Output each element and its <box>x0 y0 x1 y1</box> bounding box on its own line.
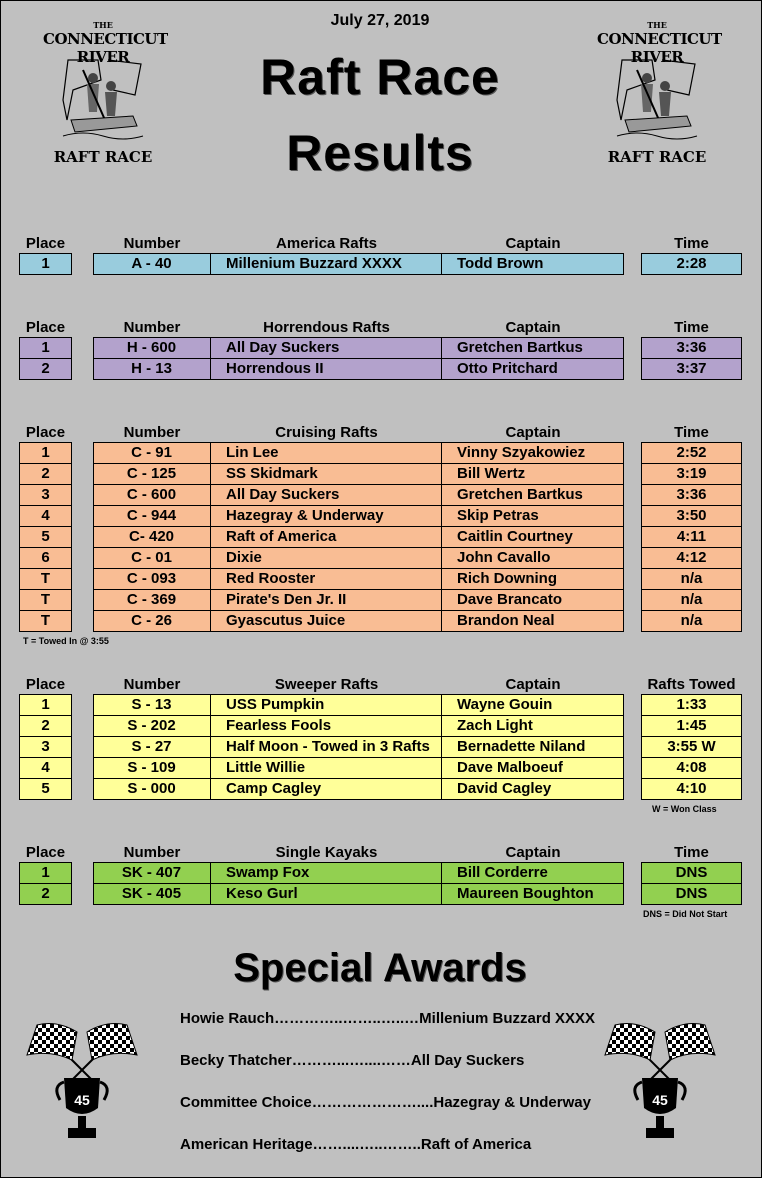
table-cell-num: SK - 405 <box>93 884 211 905</box>
table-cell-num: C - 944 <box>93 506 211 527</box>
table-cell-place: 2 <box>41 465 50 482</box>
table-cell-place: T <box>40 570 51 587</box>
table-cell-num: H - 600 <box>93 338 211 359</box>
table-cell-name: Half Moon - Towed in 3 Rafts <box>211 737 442 758</box>
number-header: Number <box>123 844 181 861</box>
row-divider <box>641 778 742 779</box>
row-divider <box>641 715 742 716</box>
table-cell-time: n/a <box>680 591 703 608</box>
table-cell-place: 1 <box>41 255 50 272</box>
checkered-trophy-left <box>22 1020 142 1150</box>
time-header: Time <box>674 424 709 441</box>
table-cell-time: n/a <box>680 612 703 629</box>
table-cell-name: Millenium Buzzard XXXX <box>211 254 442 275</box>
captain-header: Captain <box>505 844 561 861</box>
row-divider <box>641 484 742 485</box>
table-cell-cap: Caitlin Courtney <box>457 528 573 545</box>
table-cell-cap: John Cavallo <box>457 549 551 566</box>
trophy-number: 45 <box>652 1092 668 1108</box>
table-cell-place: 1 <box>41 444 50 461</box>
table-cell-num: S - 202 <box>93 716 211 737</box>
place-header: Place <box>25 319 66 336</box>
table-cell-cap: David Cagley <box>457 780 552 797</box>
captain-header: Captain <box>505 319 561 336</box>
place-header: Place <box>25 424 66 441</box>
row-divider <box>641 610 742 611</box>
table-cell-num: C - 125 <box>93 464 211 485</box>
table-cell-time: 1:45 <box>676 717 707 734</box>
row-divider <box>19 736 72 737</box>
row-divider <box>641 463 742 464</box>
row-divider <box>19 484 72 485</box>
row-divider <box>19 547 72 548</box>
table-cell-num: C- 420 <box>93 527 211 548</box>
table-cell-name: Dixie <box>211 548 442 569</box>
row-divider <box>93 610 624 611</box>
row-divider <box>93 757 624 758</box>
table-cell-cap: Dave Brancato <box>457 591 563 608</box>
table-cell-num: C - 91 <box>93 443 211 464</box>
table-cell-name: Red Rooster <box>211 569 442 590</box>
rafters-icon <box>607 50 707 145</box>
table-cell-cap: Wayne Gouin <box>457 696 553 713</box>
won-class-note: W = Won Class <box>652 804 717 814</box>
class-header: Single Kayaks <box>275 844 378 861</box>
table-cell-cap: Dave Malboeuf <box>457 759 563 776</box>
row-divider <box>19 589 72 590</box>
table-cell-place: T <box>40 612 51 629</box>
table-cell-num: H - 13 <box>93 359 211 380</box>
table-cell-time: 4:10 <box>676 780 707 797</box>
race-logo-right: THE CONNECTICUT RIVER RAFT RACE <box>597 20 722 166</box>
special-awards-title: Special Awards <box>233 946 527 990</box>
table-cell-num: C - 01 <box>93 548 211 569</box>
table-cell-cap: Maureen Boughton <box>457 885 594 902</box>
trophy-number: 45 <box>74 1092 90 1108</box>
table-cell-name: Horrendous II <box>211 359 442 380</box>
row-divider <box>641 526 742 527</box>
table-cell-name: Keso Gurl <box>211 884 442 905</box>
time-header: Time <box>674 319 709 336</box>
table-cell-name: USS Pumpkin <box>211 695 442 716</box>
row-divider <box>641 358 742 359</box>
table-cell-name: SS Skidmark <box>211 464 442 485</box>
table-cell-place: 5 <box>41 780 50 797</box>
row-divider <box>641 589 742 590</box>
captain-header: Captain <box>505 424 561 441</box>
table-cell-cap: Gretchen Bartkus <box>457 486 583 503</box>
table-cell-place: 4 <box>41 507 50 524</box>
table-cell-time: 2:52 <box>676 444 707 461</box>
table-cell-num: A - 40 <box>93 254 211 275</box>
row-divider <box>19 715 72 716</box>
table-cell-place: 4 <box>41 759 50 776</box>
class-header: America Rafts <box>276 235 377 252</box>
row-divider <box>93 547 624 548</box>
table-cell-place: 6 <box>41 549 50 566</box>
table-cell-num: S - 000 <box>93 779 211 800</box>
towed-note: T = Towed In @ 3:55 <box>23 636 109 646</box>
table-cell-name: All Day Suckers <box>211 485 442 506</box>
place-header: Place <box>25 235 66 252</box>
row-divider <box>93 526 624 527</box>
row-divider <box>93 505 624 506</box>
row-divider <box>19 883 72 884</box>
row-divider <box>93 778 624 779</box>
table-cell-name: Little Willie <box>211 758 442 779</box>
checkered-flags-icon <box>600 1020 720 1150</box>
table-cell-time: n/a <box>680 570 703 587</box>
time-header: Rafts Towed <box>647 676 736 693</box>
row-divider <box>19 757 72 758</box>
race-date: July 27, 2019 <box>330 12 430 29</box>
captain-header: Captain <box>505 235 561 252</box>
table-cell-place: 3 <box>41 486 50 503</box>
table-cell-cap: Skip Petras <box>457 507 539 524</box>
row-divider <box>641 568 742 569</box>
title-line-2: Results <box>286 125 474 181</box>
table-cell-name: Camp Cagley <box>211 779 442 800</box>
place-header: Place <box>25 676 66 693</box>
number-header: Number <box>123 319 181 336</box>
table-cell-time: 3:36 <box>676 486 707 503</box>
award-line: Howie Rauch…………..……..…..…Millenium Buzzard XXXX <box>180 1010 596 1027</box>
table-cell-time: 1:33 <box>676 696 707 713</box>
table-cell-time: 2:28 <box>676 255 707 272</box>
row-divider <box>19 463 72 464</box>
table-cell-cap: Gretchen Bartkus <box>457 339 583 356</box>
table-cell-place: 2 <box>41 717 50 734</box>
table-cell-name: Swamp Fox <box>211 863 442 884</box>
class-header: Horrendous Rafts <box>263 319 390 336</box>
table-cell-time: 4:12 <box>676 549 707 566</box>
race-logo-left: THE CONNECTICUT RIVER RAFT RACE <box>43 20 168 166</box>
table-cell-time: DNS <box>675 864 708 881</box>
table-cell-place: 1 <box>41 864 50 881</box>
table-cell-time: DNS <box>675 885 708 902</box>
table-cell-cap: Todd Brown <box>457 255 544 272</box>
class-header: Cruising Rafts <box>275 424 378 441</box>
row-divider <box>93 568 624 569</box>
table-cell-time: 3:36 <box>676 339 707 356</box>
table-cell-name: Gyascutus Juice <box>211 611 442 632</box>
table-cell-time: 4:08 <box>676 759 707 776</box>
table-cell-cap: Bill Corderre <box>457 864 548 881</box>
table-cell-name: All Day Suckers <box>211 338 442 359</box>
table-cell-time: 3:50 <box>676 507 707 524</box>
table-cell-time: 3:19 <box>676 465 707 482</box>
table-cell-cap: Rich Downing <box>457 570 557 587</box>
number-header: Number <box>123 676 181 693</box>
row-divider <box>93 715 624 716</box>
table-cell-cap: Zach Light <box>457 717 533 734</box>
table-cell-cap: Bill Wertz <box>457 465 526 482</box>
table-cell-num: S - 27 <box>93 737 211 758</box>
class-header: Sweeper Rafts <box>274 676 379 693</box>
table-cell-place: 5 <box>41 528 50 545</box>
table-cell-name: Pirate's Den Jr. II <box>211 590 442 611</box>
row-divider <box>93 883 624 884</box>
dns-note: DNS = Did Not Start <box>643 909 728 919</box>
table-cell-num: C - 600 <box>93 485 211 506</box>
table-cell-num: S - 13 <box>93 695 211 716</box>
table-cell-time: 3:37 <box>676 360 707 377</box>
row-divider <box>93 736 624 737</box>
number-header: Number <box>123 424 181 441</box>
checkered-trophy-right <box>600 1020 720 1150</box>
row-divider <box>19 505 72 506</box>
table-cell-place: 3 <box>41 738 50 755</box>
row-divider <box>93 589 624 590</box>
row-divider <box>641 736 742 737</box>
row-divider <box>93 484 624 485</box>
row-divider <box>93 358 624 359</box>
award-line: Becky Thatcher………...…....……All Day Suckers <box>180 1052 525 1069</box>
captain-header: Captain <box>505 676 561 693</box>
time-header: Time <box>674 844 709 861</box>
table-cell-num: C - 369 <box>93 590 211 611</box>
table-cell-name: Fearless Fools <box>211 716 442 737</box>
table-cell-cap: Bernadette Niland <box>457 738 586 755</box>
row-divider <box>19 358 72 359</box>
number-header: Number <box>123 235 181 252</box>
table-cell-time: 4:11 <box>676 528 707 545</box>
place-header: Place <box>25 844 66 861</box>
row-divider <box>641 883 742 884</box>
row-divider <box>641 757 742 758</box>
row-divider <box>93 463 624 464</box>
checkered-flags-icon <box>22 1020 142 1150</box>
row-divider <box>19 526 72 527</box>
table-cell-place: 2 <box>41 885 50 902</box>
table-cell-num: S - 109 <box>93 758 211 779</box>
table-cell-name: Hazegray & Underway <box>211 506 442 527</box>
table-cell-time: 3:55 W <box>667 738 716 755</box>
table-cell-cap: Vinny Szyakowiez <box>457 444 586 461</box>
title-line-1: Raft Race <box>260 49 500 105</box>
row-divider <box>19 778 72 779</box>
table-cell-cap: Otto Pritchard <box>457 360 558 377</box>
table-cell-num: SK - 407 <box>93 863 211 884</box>
table-cell-place: T <box>40 591 51 608</box>
table-cell-num: C - 26 <box>93 611 211 632</box>
row-divider <box>19 610 72 611</box>
time-header: Time <box>674 235 709 252</box>
table-cell-place: 2 <box>41 360 50 377</box>
table-cell-place: 1 <box>41 339 50 356</box>
table-cell-name: Raft of America <box>211 527 442 548</box>
award-line: American Heritage……....…..……..Raft of America <box>180 1136 532 1153</box>
table-cell-num: C - 093 <box>93 569 211 590</box>
row-divider <box>19 568 72 569</box>
table-cell-place: 1 <box>41 696 50 713</box>
table-cell-name: Lin Lee <box>211 443 442 464</box>
row-divider <box>641 505 742 506</box>
row-divider <box>641 547 742 548</box>
rafters-icon <box>53 50 153 145</box>
table-cell-cap: Brandon Neal <box>457 612 555 629</box>
award-line: Committee Choice…………………....Hazegray & Underway <box>180 1094 591 1111</box>
